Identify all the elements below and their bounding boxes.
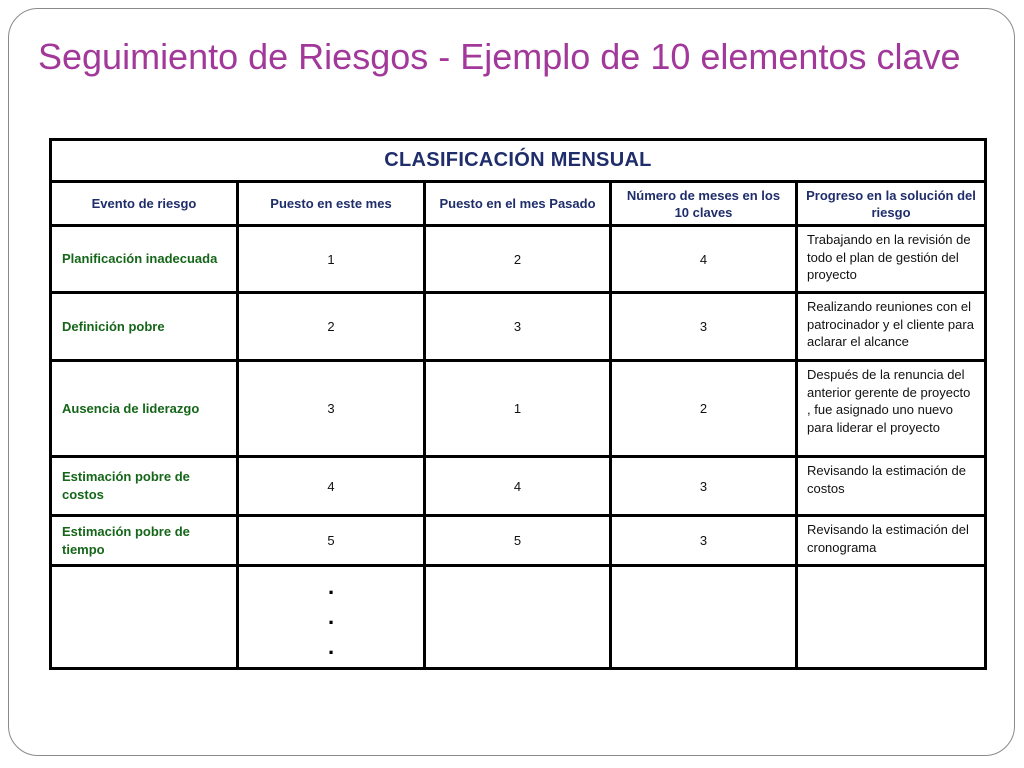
months-in-top10: 3 [611,293,797,361]
slide-title: Seguimiento de Riesgos - Ejemplo de 10 elementos clave [38,36,961,77]
risk-progress: Realizando reuniones con el patrocinador y el cliente para aclarar el alcance [797,293,986,361]
risk-event: Planificación inadecuada [51,226,238,293]
risk-progress: Revisando la estimación del cronograma [797,516,986,566]
empty-cell [611,566,797,669]
continuation-dot: . [327,574,335,599]
risk-progress: Revisando la estimación de costos [797,457,986,516]
header-months-in-top10: Número de meses en los 10 claves [611,182,797,226]
risk-event: Estimación pobre de costos [51,457,238,516]
header-last-month: Puesto en el mes Pasado [425,182,611,226]
rank-this-month: 4 [238,457,425,516]
months-in-top10: 4 [611,226,797,293]
rank-this-month: 2 [238,293,425,361]
rank-last-month: 5 [425,516,611,566]
header-this-month: Puesto en este mes [238,182,425,226]
continuation-dots [238,566,425,669]
empty-cell [797,566,986,669]
rank-this-month: 1 [238,226,425,293]
risk-event: Ausencia de liderazgo [51,361,238,457]
continuation-dot: . [327,634,335,659]
rank-last-month: 3 [425,293,611,361]
header-event: Evento de riesgo [51,182,238,226]
continuation-dot: . [327,604,335,629]
table-row [51,516,986,566]
header-progress: Progreso en la solución del riesgo [797,182,986,226]
table-row [51,293,986,361]
risk-event: Estimación pobre de tiempo [51,516,238,566]
months-in-top10: 3 [611,457,797,516]
risk-event: Definición pobre [51,293,238,361]
months-in-top10: 2 [611,361,797,457]
rank-last-month: 4 [425,457,611,516]
rank-this-month: 3 [238,361,425,457]
risk-progress: Trabajando en la revisión de todo el plan de gestión del proyecto [797,226,986,293]
table-caption: CLASIFICACIÓN MENSUAL [51,140,986,182]
table-row [51,457,986,516]
risk-ranking-table [49,138,987,670]
table-row [51,226,986,293]
table-header-row [51,182,986,226]
rank-this-month: 5 [238,516,425,566]
risk-progress: Después de la renuncia del anterior gerente de proyecto , fue asignado uno nuevo para liderar el proyecto [797,361,986,457]
rank-last-month: 1 [425,361,611,457]
rank-last-month: 2 [425,226,611,293]
table-row-continuation [51,566,986,669]
table-caption-row [51,140,986,182]
months-in-top10: 3 [611,516,797,566]
risk-table-container [49,138,984,670]
empty-cell [51,566,238,669]
empty-cell [425,566,611,669]
table-row [51,361,986,457]
